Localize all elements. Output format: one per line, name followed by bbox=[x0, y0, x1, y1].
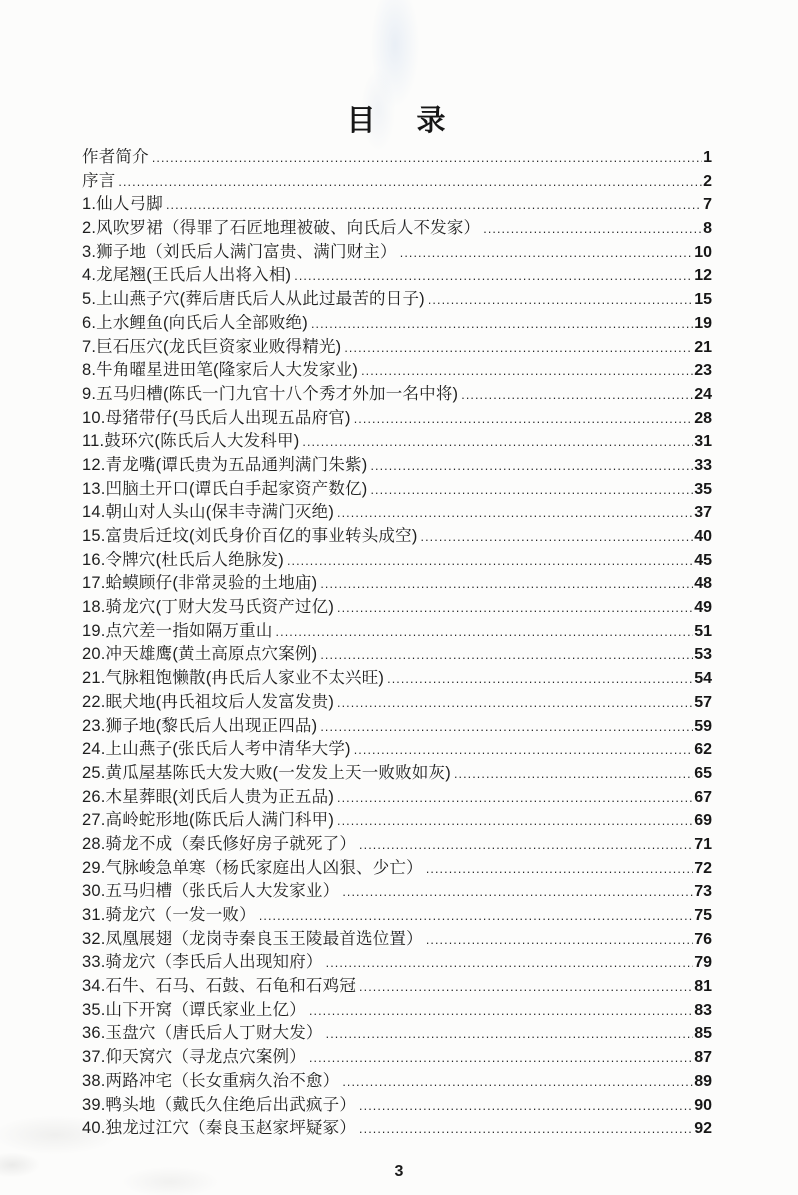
toc-entry bbox=[82, 904, 712, 928]
toc-entry-label: 16.令牌穴(杜氏后人绝脉发) bbox=[82, 550, 284, 569]
toc-entry-label: 7.巨石压穴(龙氏巨资家业败得精光) bbox=[82, 337, 342, 356]
toc-entry-dots bbox=[400, 242, 693, 266]
toc-entry-label: 17.蛤蟆顾仔(非常灵验的土地庙) bbox=[82, 574, 318, 593]
toc-entry-label: 29.气脉峻急单寒（杨氏家庭出人凶狠、少亡） bbox=[82, 858, 423, 877]
toc-entry-page: 1 bbox=[703, 149, 712, 166]
toc-entry bbox=[82, 336, 712, 360]
toc-entry-page: 33 bbox=[694, 456, 712, 474]
toc-entry-dots bbox=[302, 431, 693, 455]
toc-entry-label: 作者简介 bbox=[82, 148, 149, 166]
toc-entry-dots bbox=[337, 810, 693, 834]
toc-entry-page: 81 bbox=[694, 978, 712, 996]
toc-entry-page: 28 bbox=[694, 409, 712, 427]
toc-entry-label: 33.骑龙穴（李氏后人出现知府） bbox=[82, 953, 323, 972]
toc-entry bbox=[82, 407, 712, 431]
toc-entry-label: 22.眠犬地(冉氏祖坟后人发富发贵) bbox=[82, 692, 335, 711]
toc-entry bbox=[82, 1046, 712, 1070]
toc-entry bbox=[82, 170, 712, 194]
toc-entry-page: 49 bbox=[694, 599, 712, 617]
toc-entry-label: 28.骑龙不成（秦氏修好房子就死了） bbox=[82, 834, 357, 853]
toc-entry bbox=[82, 691, 712, 715]
toc-entry-label: 14.朝山对人头山(保丰寺满门灭绝) bbox=[82, 503, 335, 522]
toc-entry-page: 71 bbox=[694, 835, 712, 853]
toc-entry-page: 2 bbox=[703, 172, 712, 190]
toc-entry-label: 15.富贵后迁坟(刘氏身价百亿的事业转头成空) bbox=[82, 527, 418, 545]
toc-entry-dots bbox=[337, 692, 693, 716]
toc-entry bbox=[82, 193, 712, 217]
toc-entry bbox=[82, 762, 712, 786]
toc-entry-page: 23 bbox=[694, 362, 712, 380]
toc-entry-page: 53 bbox=[694, 646, 712, 664]
toc-entry-page: 35 bbox=[694, 480, 712, 498]
toc-entry-label: 35.山下开窝（谭氏家业上亿） bbox=[82, 1000, 306, 1019]
toc-entry-dots bbox=[320, 573, 693, 597]
toc-title: 目 录 bbox=[346, 103, 452, 137]
toc-entry-label: 13.凹脑土开口(谭氏白手起家资产数亿) bbox=[82, 479, 368, 498]
toc-entry-page: 21 bbox=[694, 338, 712, 356]
toc-entry-page: 37 bbox=[694, 504, 712, 522]
toc-entry bbox=[82, 146, 712, 170]
toc-entry-label: 10.母猪带仔(马氏后人出现五品府官) bbox=[82, 408, 351, 427]
toc-entry-page: 62 bbox=[694, 741, 712, 759]
toc-entry-dots bbox=[309, 1047, 693, 1071]
toc-entry-dots bbox=[152, 147, 702, 171]
toc-entry-label: 36.玉盘穴（唐氏后人丁财大发） bbox=[82, 1024, 323, 1043]
toc-entry-dots bbox=[309, 1000, 693, 1024]
toc-entry-dots bbox=[370, 455, 693, 479]
toc-entry bbox=[82, 833, 712, 857]
toc-entry bbox=[82, 975, 712, 999]
toc-entry-page: 92 bbox=[694, 1120, 712, 1138]
toc-entry bbox=[82, 809, 712, 833]
toc-entry-page: 57 bbox=[694, 693, 712, 711]
toc-entry bbox=[82, 572, 712, 596]
toc-entry-page: 54 bbox=[694, 670, 712, 688]
toc-entry-page: 8 bbox=[703, 220, 712, 238]
toc-entry-dots bbox=[387, 668, 693, 692]
toc-entry-dots bbox=[354, 739, 693, 763]
toc-entry bbox=[82, 1022, 712, 1046]
toc-entry bbox=[82, 738, 712, 762]
toc-entry-page: 85 bbox=[694, 1025, 712, 1043]
toc-entry bbox=[82, 430, 712, 454]
toc-entry-dots bbox=[326, 1023, 694, 1047]
toc-entry bbox=[82, 643, 712, 667]
toc-entry-dots bbox=[337, 502, 693, 526]
toc-entry-label: 5.上山燕子穴(葬后唐氏后人从此过最苦的日子) bbox=[82, 290, 425, 309]
toc-entry-dots bbox=[359, 1118, 693, 1142]
toc-entry bbox=[82, 880, 712, 904]
toc-entry-label: 3.狮子地（刘氏后人满门富贵、满门财主） bbox=[82, 242, 397, 261]
toc-entry-page: 73 bbox=[694, 883, 712, 901]
toc-entry-page: 7 bbox=[703, 196, 712, 214]
toc-entry-label: 20.冲天雄鹰(黄土高原点穴案例) bbox=[82, 645, 318, 664]
toc-entry-dots bbox=[421, 526, 694, 550]
toc-entry bbox=[82, 1117, 712, 1141]
toc-entry-dots bbox=[359, 834, 693, 858]
toc-entry-page: 51 bbox=[694, 622, 712, 640]
toc-entry bbox=[82, 549, 712, 573]
toc-entry-label: 8.牛角曜星进田笔(隆家后人大发家业) bbox=[82, 361, 359, 380]
toc-entry-page: 79 bbox=[694, 954, 712, 972]
toc-entry-page: 48 bbox=[694, 575, 712, 593]
toc-entry-dots bbox=[483, 218, 702, 242]
toc-entry-dots bbox=[311, 313, 693, 337]
toc-entry-label: 39.鸭头地（戴氏久住绝后出武疯子） bbox=[82, 1095, 357, 1114]
toc-entry-label: 27.高岭蛇形地(陈氏后人满门科甲) bbox=[82, 811, 335, 830]
toc-entry-label: 24.上山燕子(张氏后人考中清华大学) bbox=[82, 740, 351, 759]
toc-entry-page: 40 bbox=[694, 528, 712, 545]
toc-entry-label: 1.仙人弓脚 bbox=[82, 195, 163, 214]
toc-entry-page: 24 bbox=[694, 385, 712, 403]
toc-entry-dots bbox=[426, 858, 693, 882]
toc-entry-label: 34.石牛、石马、石鼓、石龟和石鸡冠 bbox=[82, 977, 357, 996]
toc-entry-label: 38.两路冲宅（长女重病久治不愈） bbox=[82, 1071, 340, 1090]
toc-entry-dots bbox=[426, 929, 693, 953]
toc-entry bbox=[82, 359, 712, 383]
toc-entry-dots bbox=[118, 171, 702, 195]
toc-entry-dots bbox=[370, 479, 693, 503]
toc-entry-page: 83 bbox=[694, 1001, 712, 1019]
toc-entry-dots bbox=[287, 550, 693, 574]
toc-entry bbox=[82, 288, 712, 312]
toc-entry bbox=[82, 454, 712, 478]
toc-entry bbox=[82, 951, 712, 975]
toc-entry bbox=[82, 667, 712, 691]
toc-entry-page: 72 bbox=[694, 859, 712, 877]
toc-entry-dots bbox=[326, 952, 694, 976]
toc-entry-label: 31.骑龙穴（一发一败） bbox=[82, 906, 256, 924]
toc-entry bbox=[82, 1070, 712, 1094]
toc-entry-dots bbox=[454, 763, 693, 787]
toc-entry-dots bbox=[342, 1071, 693, 1095]
toc-entry-dots bbox=[320, 716, 693, 740]
toc-entry bbox=[82, 312, 712, 336]
toc-entry-label: 12.青龙嘴(谭氏贵为五品通判满门朱紫) bbox=[82, 455, 368, 474]
toc-entry bbox=[82, 596, 712, 620]
toc-entry bbox=[82, 264, 712, 288]
toc-entry-dots bbox=[276, 621, 694, 645]
toc-entry bbox=[82, 928, 712, 952]
toc-entry bbox=[82, 501, 712, 525]
toc-entry-label: 23.狮子地(黎氏后人出现正四品) bbox=[82, 716, 318, 735]
toc-entry bbox=[82, 478, 712, 502]
toc-entry-label: 25.黄瓜屋基陈氏大发大败(一发发上天一败败如灰) bbox=[82, 763, 451, 782]
toc-entry bbox=[82, 620, 712, 644]
toc-entry bbox=[82, 1094, 712, 1118]
toc-entry-label: 序言 bbox=[82, 171, 116, 190]
toc-entry-dots bbox=[337, 787, 693, 811]
toc-entry-page: 12 bbox=[694, 267, 712, 285]
toc-entry-page: 76 bbox=[694, 930, 712, 948]
toc-entry-page: 75 bbox=[694, 907, 712, 924]
toc-entry-label: 2.风吹罗裙（得罪了石匠地理被破、向氏后人不发家） bbox=[82, 219, 481, 238]
toc-entry-page: 89 bbox=[694, 1072, 712, 1090]
toc-entry bbox=[82, 525, 712, 549]
toc-entry-dots bbox=[359, 1095, 693, 1119]
toc-entry-dots bbox=[359, 976, 693, 1000]
toc-entry-page: 31 bbox=[694, 433, 712, 451]
toc-entry-label: 6.上水鲤鱼(向氏后人全部败绝) bbox=[82, 313, 308, 332]
toc-entry-label: 9.五马归槽(陈氏一门九官十八个秀才外加一名中将) bbox=[82, 384, 459, 403]
toc-entry-dots bbox=[361, 360, 693, 384]
toc-entry-label: 30.五马归槽（张氏后人大发家业） bbox=[82, 882, 340, 901]
toc-entry-dots bbox=[337, 597, 693, 621]
toc-entry-dots bbox=[342, 881, 693, 905]
toc-entry-page: 67 bbox=[694, 788, 712, 806]
toc-entry-label: 4.龙尾翘(王氏后人出将入相) bbox=[82, 266, 292, 285]
toc-entry bbox=[82, 715, 712, 739]
toc-entry-page: 45 bbox=[694, 551, 712, 569]
toc-entry-page: 59 bbox=[694, 717, 712, 735]
toc-entry bbox=[82, 999, 712, 1023]
toc-entry bbox=[82, 383, 712, 407]
toc-entry-label: 40.独龙过江穴（秦良玉赵家坪疑冢） bbox=[82, 1119, 357, 1138]
toc-entry-page: 15 bbox=[694, 291, 712, 309]
toc-entry-page: 65 bbox=[694, 764, 712, 782]
toc-entry-page: 90 bbox=[694, 1096, 712, 1114]
toc-entry bbox=[82, 857, 712, 881]
toc-entry-page: 19 bbox=[694, 314, 712, 332]
toc-entry-page: 69 bbox=[694, 812, 712, 830]
toc-entry-dots bbox=[428, 289, 693, 313]
toc-entry-dots bbox=[354, 408, 693, 432]
toc-entry-dots bbox=[259, 905, 693, 929]
toc-entry-page: 10 bbox=[694, 243, 712, 261]
page-number: 3 bbox=[394, 1163, 404, 1180]
toc-entry-label: 11.鼓环穴(陈氏后人大发科甲) bbox=[82, 432, 300, 451]
toc-entry-label: 37.仰天窝穴（寻龙点穴案例） bbox=[82, 1048, 306, 1067]
toc-entry-dots bbox=[294, 265, 693, 289]
toc-entry-label: 19.点穴差一指如隔万重山 bbox=[82, 621, 273, 640]
toc-entry-dots bbox=[166, 194, 702, 218]
toc-entry bbox=[82, 241, 712, 265]
toc-entry-dots bbox=[344, 337, 693, 361]
toc-entry-label: 32.凤凰展翅（龙岗寺秦良玉王陵最首选位置） bbox=[82, 929, 423, 948]
toc-entry-dots bbox=[461, 384, 693, 408]
toc-list bbox=[0, 146, 798, 1141]
toc-entry bbox=[82, 217, 712, 241]
toc-entry-label: 26.木星葬眼(刘氏后人贵为正五品) bbox=[82, 787, 335, 806]
toc-entry-label: 21.气脉粗饱懒散(冉氏后人家业不太兴旺) bbox=[82, 669, 385, 688]
toc-entry-label: 18.骑龙穴(丁财大发马氏资产过亿) bbox=[82, 598, 335, 617]
toc-entry-dots bbox=[320, 644, 693, 668]
toc-entry-page: 87 bbox=[694, 1049, 712, 1067]
toc-entry bbox=[82, 786, 712, 810]
